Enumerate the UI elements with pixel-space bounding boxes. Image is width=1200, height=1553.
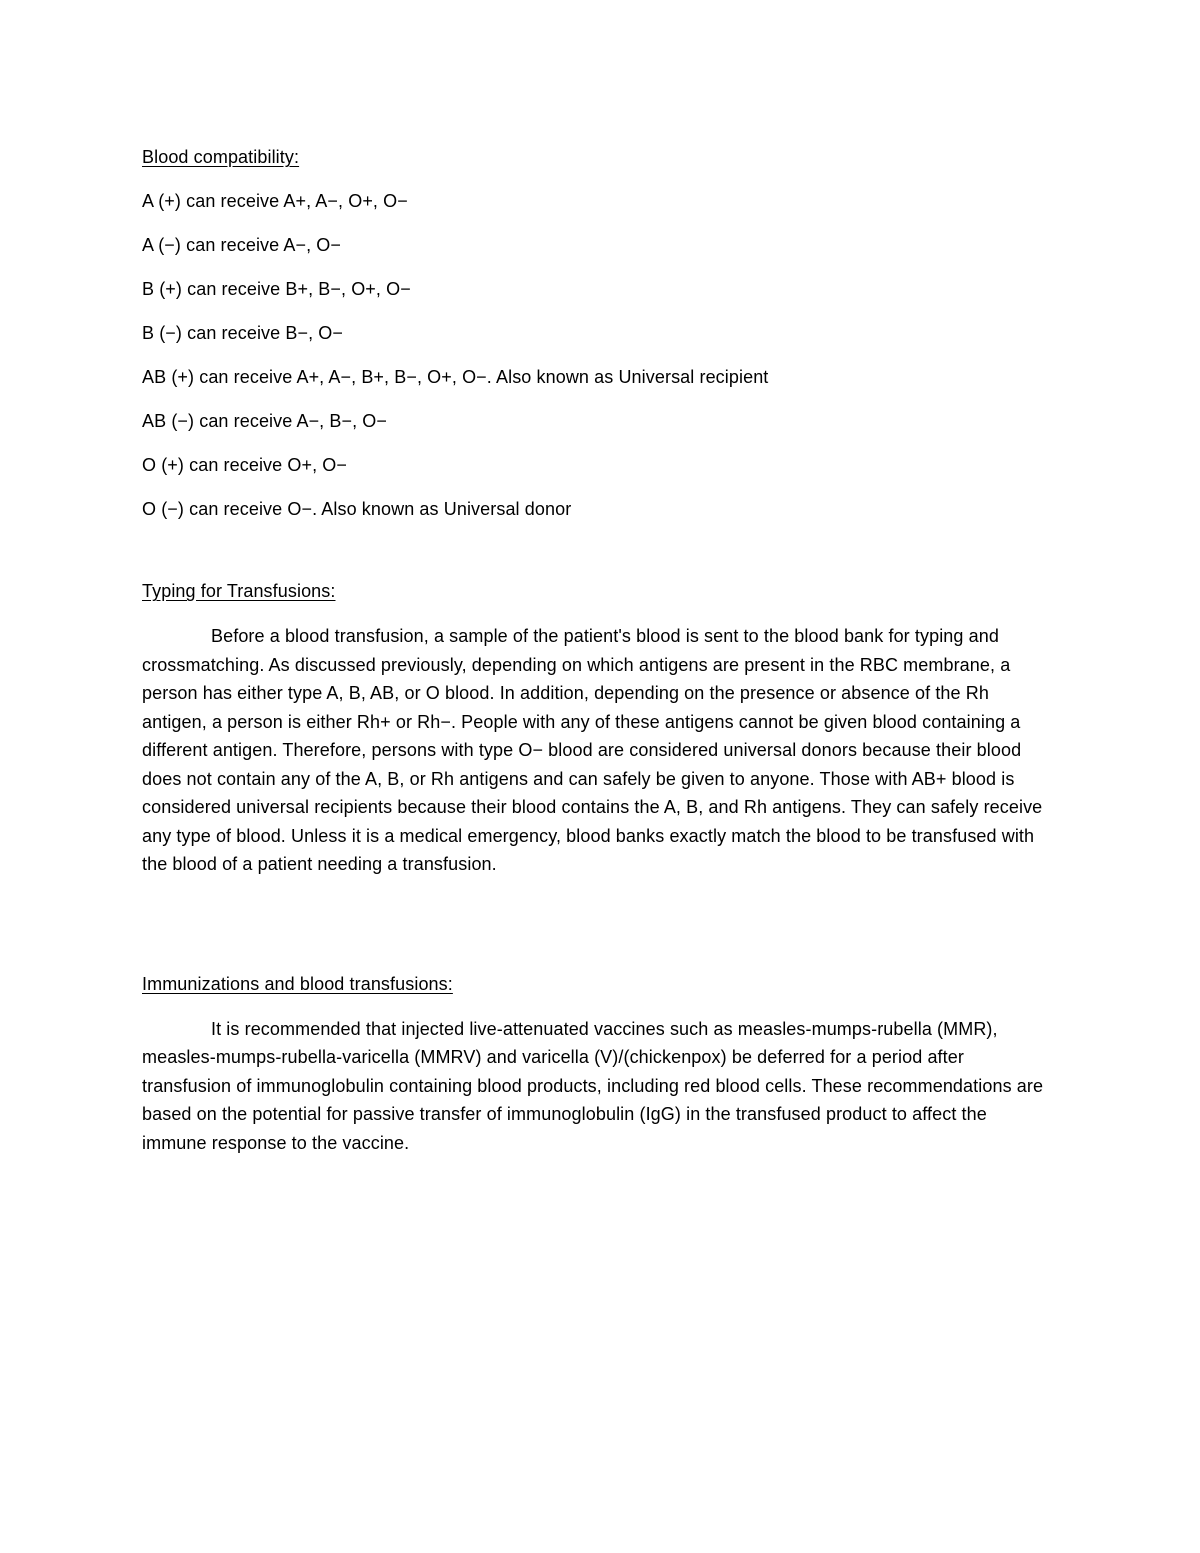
compatibility-item-o-negative: O (−) can receive O−. Also known as Universal donor	[142, 499, 572, 519]
compatibility-list	[142, 188, 1052, 522]
heading-blood-compatibility: Blood compatibility:	[142, 147, 300, 167]
immunizations-paragraph: It is recommended that injected live-attenuated vaccines such as measles-mumps-rubella (MMR), measles-mumps-rubella-varicella (MMRV) and varicella (V)/(chickenpox) be deferred for a period after transfusion of immunoglobulin containing blood products, including red blood cells. These recommendations are based on the potential for passive transfer of immunoglobulin (IgG) in the transfused product to affect the immune response to the vaccine.	[142, 1018, 1044, 1153]
compatibility-item-ab-positive: AB (+) can receive A+, A−, B+, B−, O+, O−. Also known as Universal recipient	[142, 367, 769, 387]
document-content	[142, 144, 1052, 1157]
compatibility-item-a-negative: A (−) can receive A−, O−	[142, 235, 342, 255]
section-typing-for-transfusions	[142, 578, 1052, 879]
heading-immunizations: Immunizations and blood transfusions:	[142, 973, 453, 994]
compatibility-item-ab-negative: AB (−) can receive A−, B−, O−	[142, 411, 388, 431]
typing-paragraph: Before a blood transfusion, a sample of the patient's blood is sent to the blood bank for typing and crossmatching. As discussed previously, depending on which antigens are present in the RBC membrane, a person has either type A, B, AB, or O blood. In addition, depending on the presence or absence of the Rh antigen, a person is either Rh+ or Rh−. People with any of these antigens cannot be given blood containing a different antigen. Therefore, persons with type O− blood are considered universal donors because their blood does not contain any of the A, B, or Rh antigens and can safely be given to anyone. Those with AB+ blood is considered universal recipients because their blood contains the A, B, and Rh antigens. They can safely receive any type of blood. Unless it is a medical emergency, blood banks exactly match the blood to be transfused with the blood of a patient needing a transfusion.	[142, 626, 1043, 874]
compatibility-item-o-positive: O (+) can receive O+, O−	[142, 455, 347, 475]
compatibility-item-a-positive: A (+) can receive A+, A−, O+, O−	[142, 191, 408, 211]
heading-typing-for-transfusions: Typing for Transfusions:	[142, 581, 336, 601]
section-blood-compatibility	[142, 144, 1052, 522]
section-immunizations	[142, 971, 1052, 1158]
compatibility-item-b-positive: B (+) can receive B+, B−, O+, O−	[142, 279, 411, 299]
compatibility-item-b-negative: B (−) can receive B−, O−	[142, 323, 343, 343]
